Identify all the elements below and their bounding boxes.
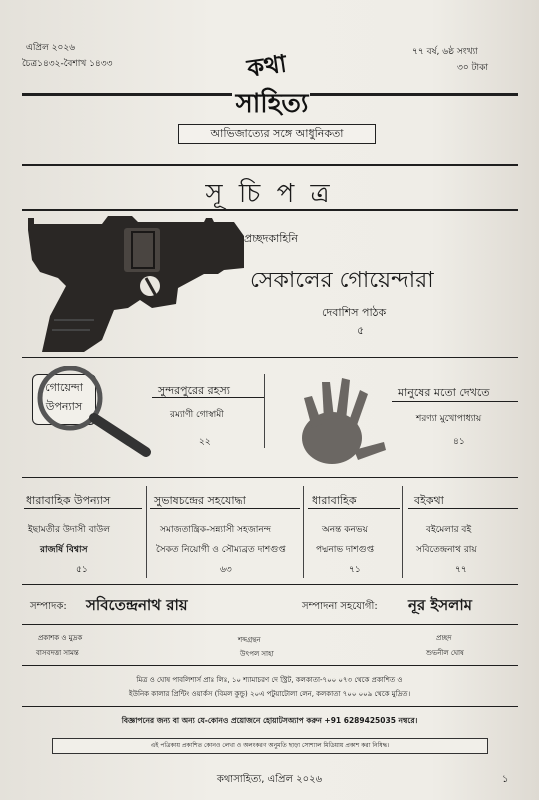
publisher-rule [22, 706, 518, 707]
section-4-author: সবিতেন্দ্রনাথ রায় [416, 545, 477, 555]
cover-story-title: সেকালের গোয়েন্দারা [250, 268, 434, 293]
section-2-author: সৈকত নিয়োগী ও সৌম্যব্রত দাশগুপ্ত [156, 545, 286, 555]
publisher-line-2: ইউনিক কালার প্রিন্টিং ওয়ার্কস (বিমল কুন্ডু) ২০এ পটুয়াটোলা লেন, কলকাতা ৭০০ ০০৯ থেকে মুদ্রিত। [128, 690, 411, 698]
editor-label: সম্পাদক: [30, 601, 67, 612]
section-4-page: ৭৭ [455, 565, 467, 575]
section-2-title: সমাজতান্ত্রিক-সন্ন্যাসী সহজানন্দ [160, 525, 271, 535]
page-number: ১ [502, 774, 509, 785]
section-2-heading: সুভাষচন্দ্রের সহযোদ্ধা [154, 494, 246, 507]
detective-label-line1: গোয়েন্দা [45, 381, 83, 394]
cover-story-kicker: প্রচ্ছদকাহিনি [244, 232, 298, 245]
detective-divider [264, 374, 265, 448]
assoc-editor-label: সম্পাদনা সহযোগী: [302, 601, 378, 612]
revolver-icon [28, 212, 254, 354]
credit-1-name: বাসবদত্তা সামন্ত [36, 649, 79, 657]
header-rule-left [22, 93, 232, 96]
section-3-title: অনন্ত কনভয় [322, 525, 368, 535]
magnifying-glass-icon [28, 366, 158, 458]
credit-2-name: উৎপল সাহা [240, 650, 274, 658]
detective-item-2-page: ৪১ [453, 437, 465, 447]
credit-3-name: শুভনীল ঘোষ [426, 649, 464, 657]
issue-date: এপ্রিল ২০২৬ [26, 43, 76, 53]
header-rule-right [310, 93, 518, 96]
detective-item-2-rule [392, 401, 518, 402]
section-1-page: ৫১ [76, 565, 88, 575]
credit-1-role: প্রকাশক ও মুদ্রক [38, 634, 83, 642]
contents-rule-top [22, 164, 518, 166]
credit-3-role: প্রচ্ছদ [436, 634, 452, 642]
svg-text:কথা: কথা [245, 48, 289, 83]
section-1-title: ইছামতীর উদাসী বাউল [28, 525, 110, 535]
editors-rule [22, 624, 518, 625]
contents-title: সূ চি প ত্র [205, 179, 334, 209]
detective-item-1-rule [152, 397, 264, 398]
contents-rule-bottom [22, 209, 518, 211]
copyright-notice: এই পত্রিকায় প্রকাশিত কোনও লেখা ও অলংকরণ অনুমতি ছাড়া সোশ্যাল মিডিয়ায় প্রকাশ করা নিষিদ্ধ। [52, 738, 488, 754]
detective-label-line2: উপন্যাস [45, 400, 83, 413]
detective-item-2-title: মানুষের মতো দেখতে [398, 386, 490, 399]
section-2-page: ৬৩ [220, 565, 232, 575]
section-2-rule [150, 508, 300, 509]
section-1-author: রাজর্ষি বিশ্বাস [40, 545, 88, 555]
section-divider-1 [146, 486, 147, 578]
section-3-page: ৭১ [349, 565, 361, 575]
section-rule-1 [22, 357, 518, 358]
section-1-heading: ধারাবাহিক উপন্যাস [26, 494, 111, 507]
tagline: আভিজাত্যের সঙ্গে আধুনিকতা [178, 124, 376, 144]
magazine-logo [230, 34, 310, 124]
section-1-rule [24, 508, 142, 509]
bengali-date: চৈত্র১৪৩২-বৈশাখ ১৪৩৩ [22, 59, 113, 69]
section-rule-3 [22, 584, 518, 585]
price: ৩০ টাকা [457, 63, 488, 73]
detective-item-1-author: রম্যাণী গোস্বামী [170, 410, 224, 420]
section-4-heading: বইকথা [414, 494, 444, 507]
cover-story-page: ৫ [357, 324, 365, 337]
detective-item-2-author: শরণ্যা মুখোপাধ্যায় [416, 414, 482, 424]
credits-rule [22, 665, 518, 666]
section-4-rule [408, 508, 518, 509]
section-4-title: বইমেলার বই [426, 525, 472, 535]
footer-text: কথাসাহিত্য, এপ্রিল ২০২৬ [216, 774, 323, 785]
section-divider-3 [402, 486, 403, 578]
section-3-author: পদ্মনাভ দাশগুপ্ত [316, 545, 374, 555]
handprint-icon [284, 364, 396, 474]
section-3-heading: ধারাবাহিক [312, 494, 357, 507]
section-rule-2 [22, 477, 518, 478]
detective-item-1-page: ২২ [199, 437, 211, 447]
assoc-editor-name: নূর ইসলাম [408, 596, 472, 614]
section-3-rule [308, 508, 400, 509]
detective-item-1-title: সুন্দরপুরের রহস্য [158, 384, 230, 397]
svg-text:সাহিত্য: সাহিত্য [235, 89, 309, 119]
section-divider-2 [303, 486, 304, 578]
editor-name: সবিতেন্দ্রনাথ রায় [86, 596, 188, 614]
publisher-line-1: মিত্র ও ঘোষ পাবলিশার্স প্রাঃ লিঃ, ১০ শ্যামাচরণ দে স্ট্রিট, কলকাতা-৭০০ ০৭৩ থেকে প্রকাশিত ও [136, 676, 403, 684]
credit-2-role: শব্দগ্রন্থন [238, 636, 261, 644]
ad-notice: বিজ্ঞাপনের জন্য বা অন্য যে-কোনও প্রয়োজনে হোয়াটসঅ্যাপ করুন +91 6289425035 নম্বরে। [121, 716, 418, 725]
cover-story-author: দেবাশিস পাঠক [322, 306, 387, 319]
volume-issue: ৭৭ বর্ষ, ৬ষ্ঠ সংখ্যা [412, 47, 478, 57]
